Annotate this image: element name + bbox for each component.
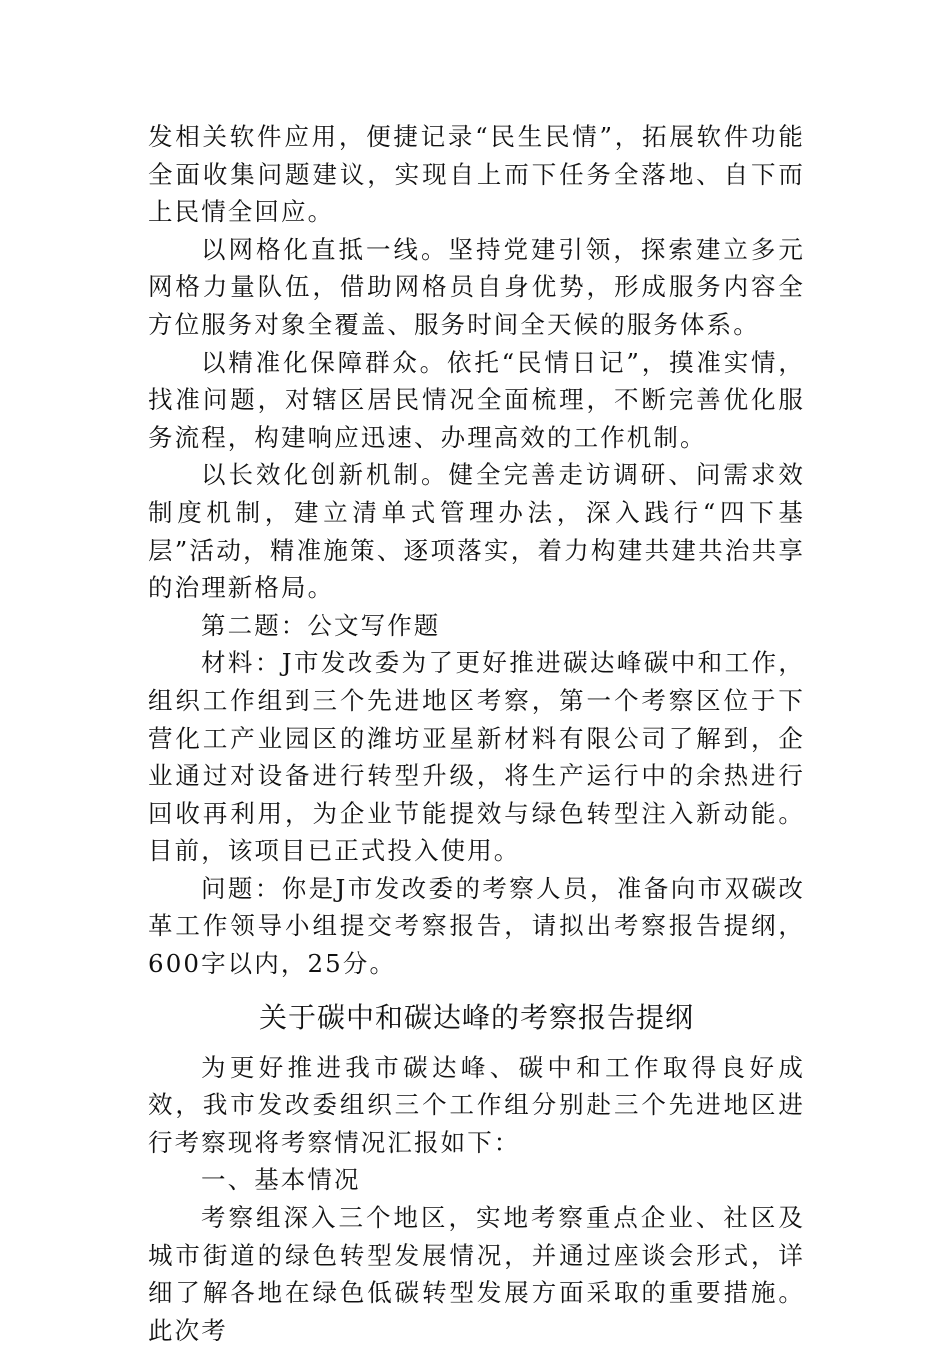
report-title: 关于碳中和碳达峰的考察报告提纲 — [258, 1000, 694, 1034]
question-material: 材料：J市发改委为了更好推进碳达峰碳中和工作，组织工作组到三个先进地区考察，第一个考察区位于下营化工产业园区的潍坊亚星新材料有限公司了解到，企业通过对设备进行转型升级，将生产运行中的余热进行回收再利用，为企业节能提效与绿色转型注入新动能。目前，该项目已正式投入使用。 — [148, 648, 805, 866]
paragraph-continuation: 发相关软件应用，便捷记录“民生民情”，拓展软件功能全面收集问题建议，实现自上而下任务全落地、自下而上民情全回应。 — [148, 122, 805, 227]
paragraph-long-term-mechanism: 以长效化创新机制。健全完善走访调研、问需求效制度机制，建立清单式管理办法，深入践行“四下基层”活动，精准施策、逐项落实，着力构建共建共治共享的治理新格局。 — [148, 460, 805, 603]
document-body — [148, 118, 805, 1349]
report-paragraph: 考察组深入三个地区，实地考察重点企业、社区及城市街道的绿色转型发展情况，并通过座谈会形式，详细了解各地在绿色低碳转型发展方面采取的重要措施。此次考 — [148, 1203, 805, 1345]
section-heading-basic-situation: 一、基本情况 — [201, 1165, 361, 1195]
paragraph-grid-management: 以网格化直抵一线。坚持党建引领，探索建立多元网格力量队伍，借助网格员自身优势，形成服务内容全方位服务对象全覆盖、服务时间全天候的服务体系。 — [148, 234, 805, 339]
paragraph-precise-service: 以精准化保障群众。依托“民情日记”，摸准实情，找准问题，对辖区居民情况全面梳理，不断完善优化服务流程，构建响应迅速、办理高效的工作机制。 — [148, 347, 805, 452]
report-intro: 为更好推进我市碳达峰、碳中和工作取得良好成效，我市发改委组织三个工作组分别赴三个先进地区进行考察现将考察情况汇报如下： — [148, 1052, 805, 1157]
question-prompt: 问题：你是J市发改委的考察人员，准备向市双碳改革工作领导小组提交考察报告，请拟出考察报告提纲，600字以内，25分。 — [148, 873, 805, 979]
question-heading: 第二题：公文写作题 — [201, 610, 441, 640]
